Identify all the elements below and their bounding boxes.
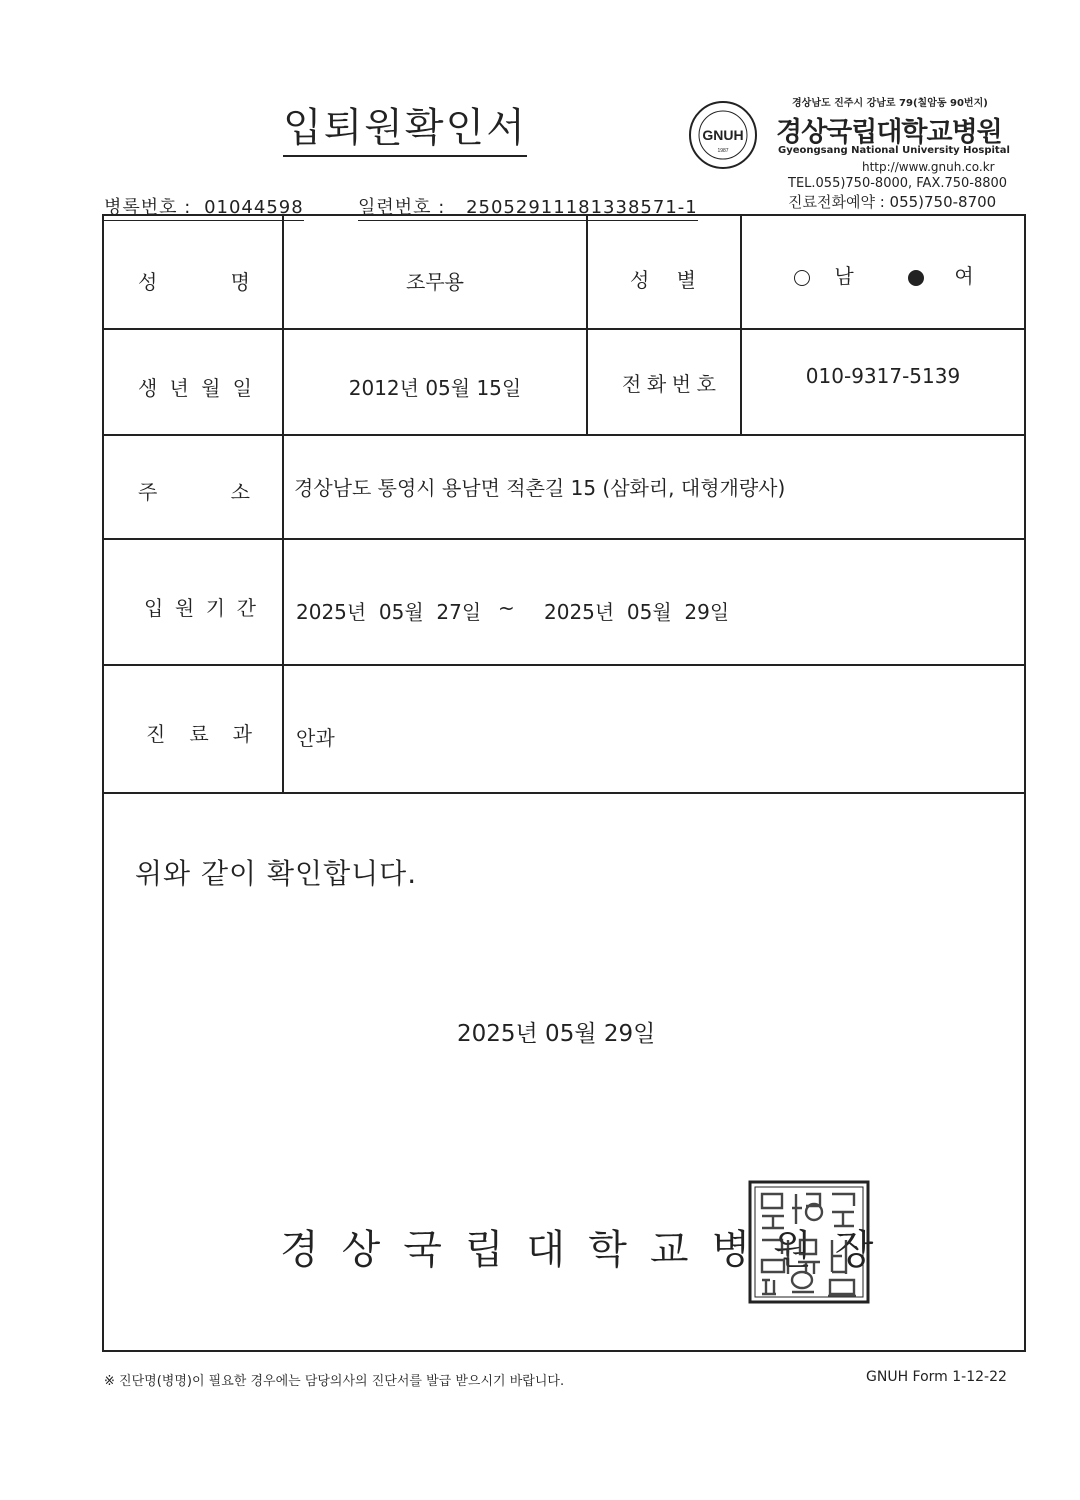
serial-number-value: 25052911181338571-1 [466, 197, 698, 218]
period-start: 2025년 05월 27일 [296, 600, 482, 624]
hospital-tel: TEL.055)750-8000, FAX.750-8800 [788, 176, 1008, 191]
sex-options [794, 260, 974, 289]
sex-female-label: 여 [954, 264, 974, 288]
confirm-text: 위와 같이 확인합니다. [135, 857, 418, 890]
dob-label: 생 년 월 일 [138, 376, 252, 400]
form-number: GNUH Form 1-12-22 [866, 1369, 1007, 1385]
phone-label: 전 화 번 호 [622, 372, 716, 396]
record-number-label: 병록번호 : [104, 197, 192, 218]
period-end: 2025년 05월 29일 [544, 600, 730, 624]
hospital-url: http://www.gnuh.co.kr [862, 160, 995, 174]
address-value: 경상남도 통영시 용남면 적촌길 15 (삼화리, 대형개량사) [294, 476, 786, 500]
dept-label: 진 료 과 [146, 722, 252, 746]
dept-value: 안과 [296, 726, 335, 750]
issuer-name: 경상국립대학교병원장 [280, 1227, 897, 1273]
document-title: 입퇴원확인서 [283, 96, 527, 157]
phone-value: 010-9317-5139 [805, 364, 961, 388]
hospital-name: 경상국립대학교병원 [776, 117, 1002, 148]
record-number-value: 01044598 [204, 197, 304, 218]
official-seal-icon [748, 1180, 870, 1304]
period-label: 입 원 기 간 [144, 596, 256, 620]
logo-year: 1987 [717, 148, 729, 154]
issue-date: 2025년 05월 29일 [457, 1021, 656, 1047]
address-label: 주 소 [138, 480, 250, 504]
logo-text: GNUH [702, 127, 744, 143]
hospital-logo-icon [688, 100, 758, 170]
hospital-reservation: 진료전화예약 : 055)750-8700 [788, 193, 997, 211]
footnote: ※ 진단명(병명)이 필요한 경우에는 담당의사의 진단서를 발급 받으시기 바랍니다. [104, 1374, 565, 1389]
form-frame [102, 214, 1026, 1352]
period-separator: ~ [498, 596, 515, 620]
name-label: 성 명 [138, 270, 250, 294]
sex-label: 성 별 [630, 268, 696, 292]
sex-female-radio-icon [908, 270, 924, 286]
serial-number-label: 일련번호 : [358, 197, 446, 218]
dob-value: 2012년 05월 15일 [348, 376, 522, 400]
hospital-name-english: Gyeongsang National University Hospital [778, 145, 1010, 156]
name-value: 조무용 [406, 270, 464, 294]
sex-male-radio-icon [794, 270, 810, 286]
sex-male-label: 남 [834, 264, 854, 288]
hospital-address: 경상남도 진주시 강남로 79(칠암동 90번지) [792, 98, 988, 109]
